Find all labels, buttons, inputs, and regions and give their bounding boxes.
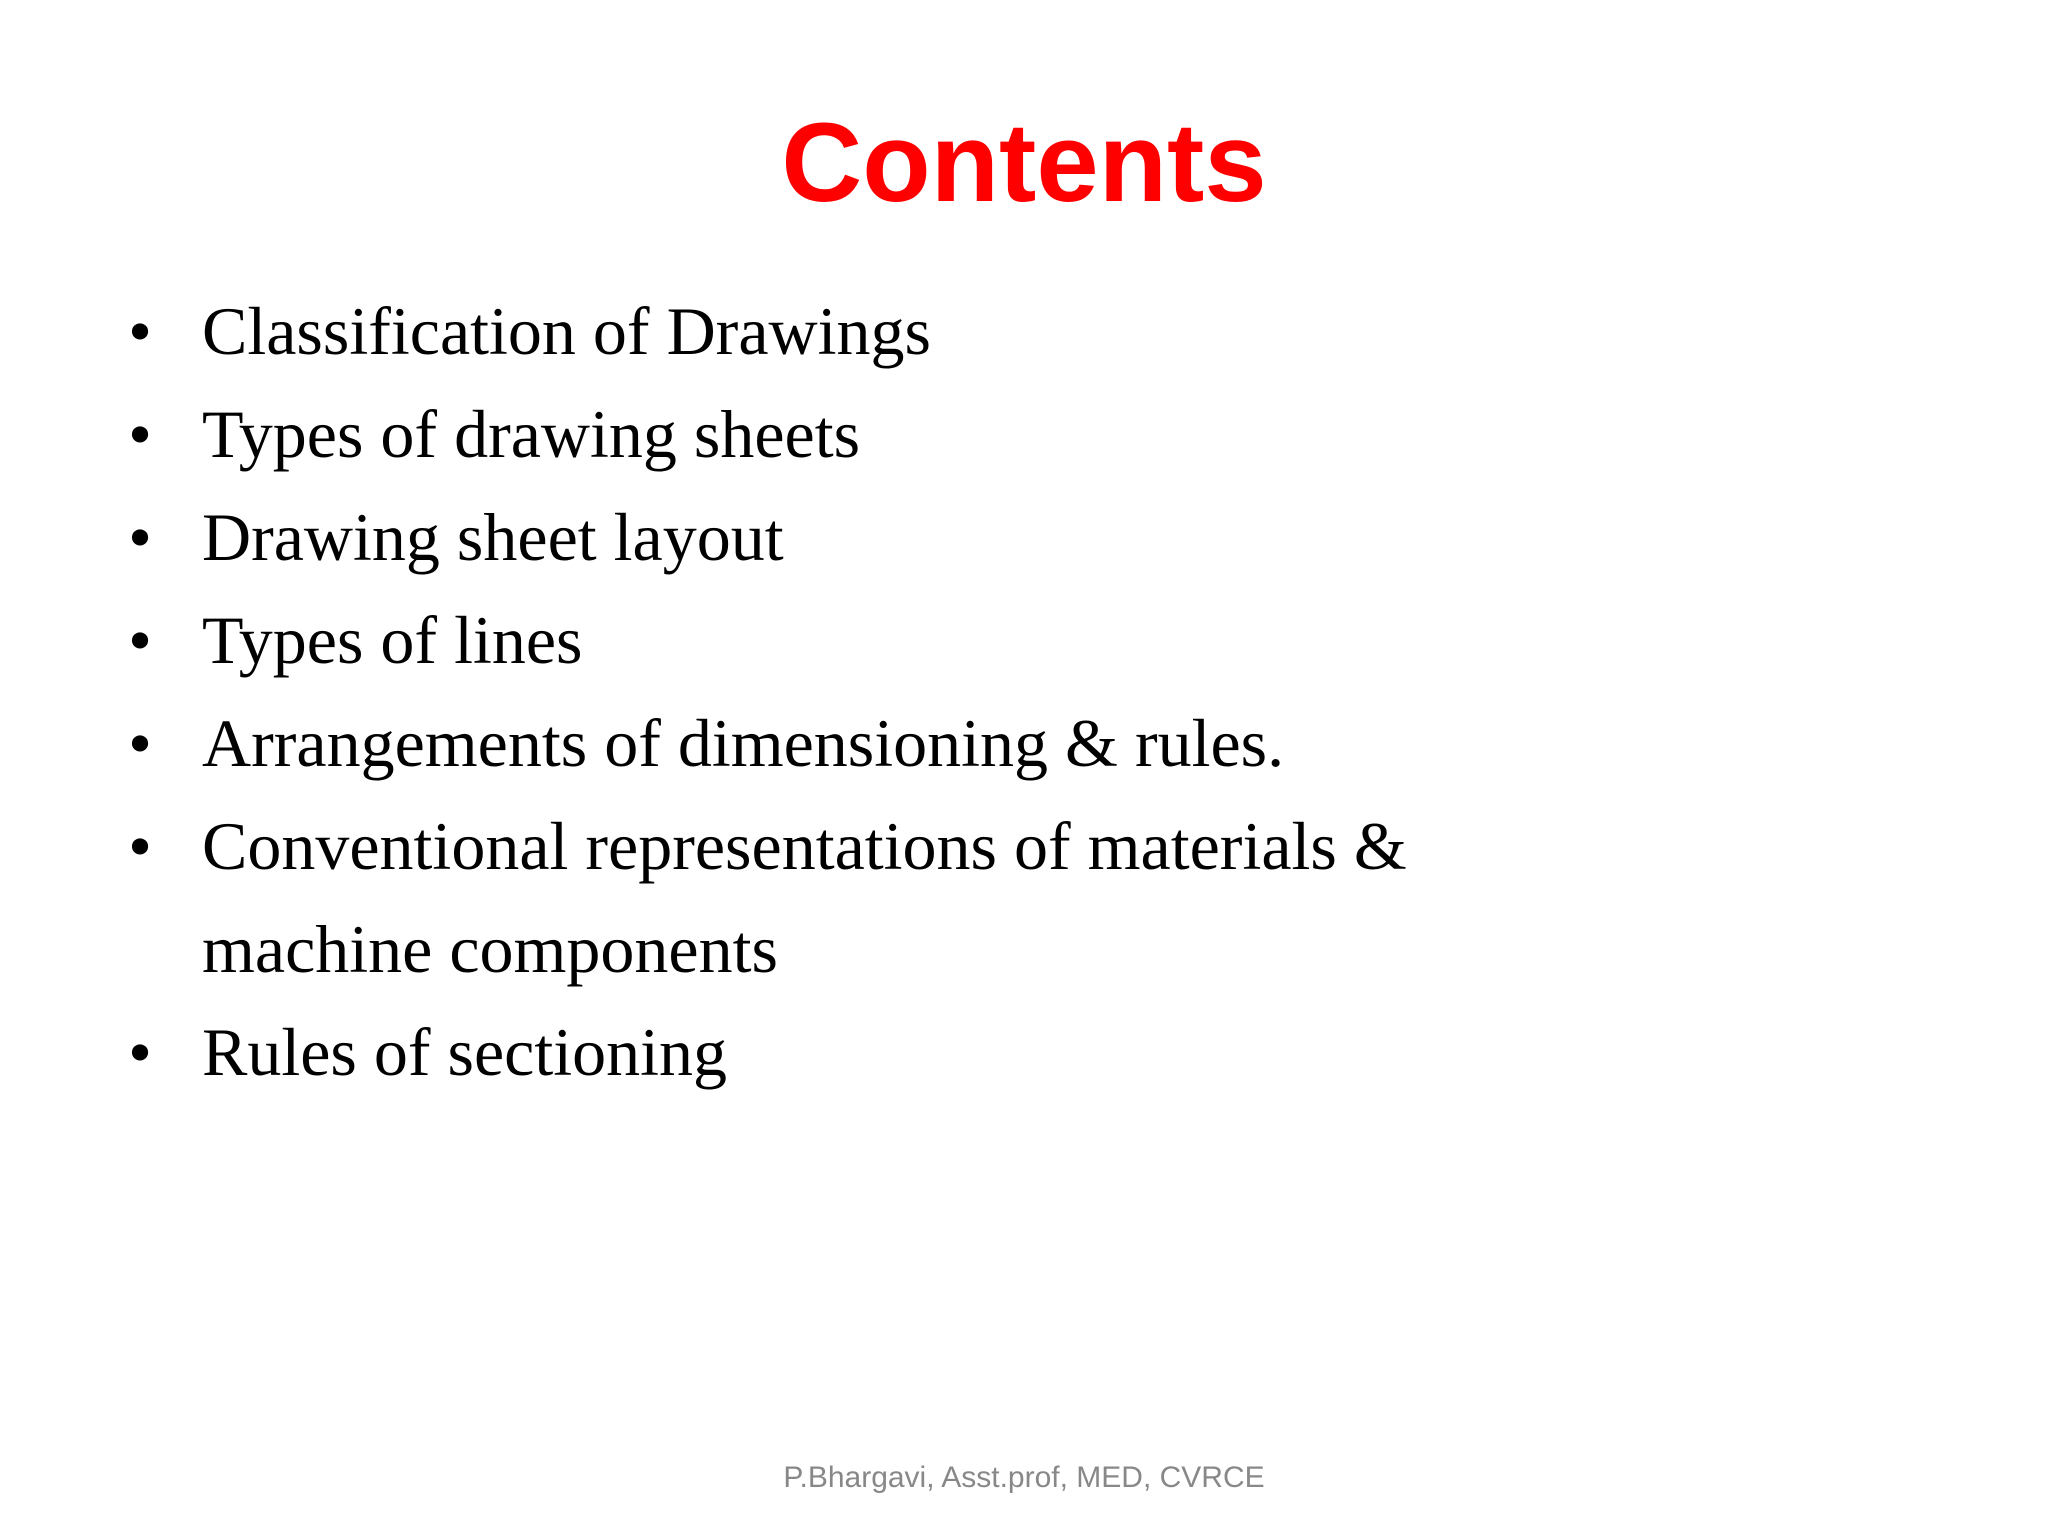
bullet-icon: •: [128, 1014, 152, 1090]
contents-list: [120, 280, 1820, 1104]
list-item-text: Arrangements of dimensioning & rules.: [202, 705, 1285, 781]
list-item-text: Conventional representations of materials & machine components: [202, 808, 1407, 987]
bullet-icon: •: [128, 705, 152, 781]
bullet-icon: •: [128, 396, 152, 472]
list-item: [120, 280, 1820, 383]
bullet-icon: •: [128, 602, 152, 678]
slide-title: Contents: [781, 100, 1267, 225]
list-item: [120, 692, 1820, 795]
list-item: [120, 1001, 1820, 1104]
list-item: [120, 589, 1820, 692]
bullet-icon: •: [128, 808, 152, 884]
slide-footer: P.Bhargavi, Asst.prof, MED, CVRCE: [783, 1461, 1265, 1494]
bullet-icon: •: [128, 499, 152, 575]
bullet-icon: •: [128, 293, 152, 369]
list-item: [120, 795, 1820, 1001]
list-item-text: Rules of sectioning: [202, 1014, 728, 1090]
list-item: [120, 383, 1820, 486]
list-item-text: Drawing sheet layout: [202, 499, 784, 575]
list-item-text: Classification of Drawings: [202, 293, 931, 369]
list-item: [120, 486, 1820, 589]
list-item-text: Types of lines: [202, 602, 583, 678]
list-item-text: Types of drawing sheets: [202, 396, 861, 472]
